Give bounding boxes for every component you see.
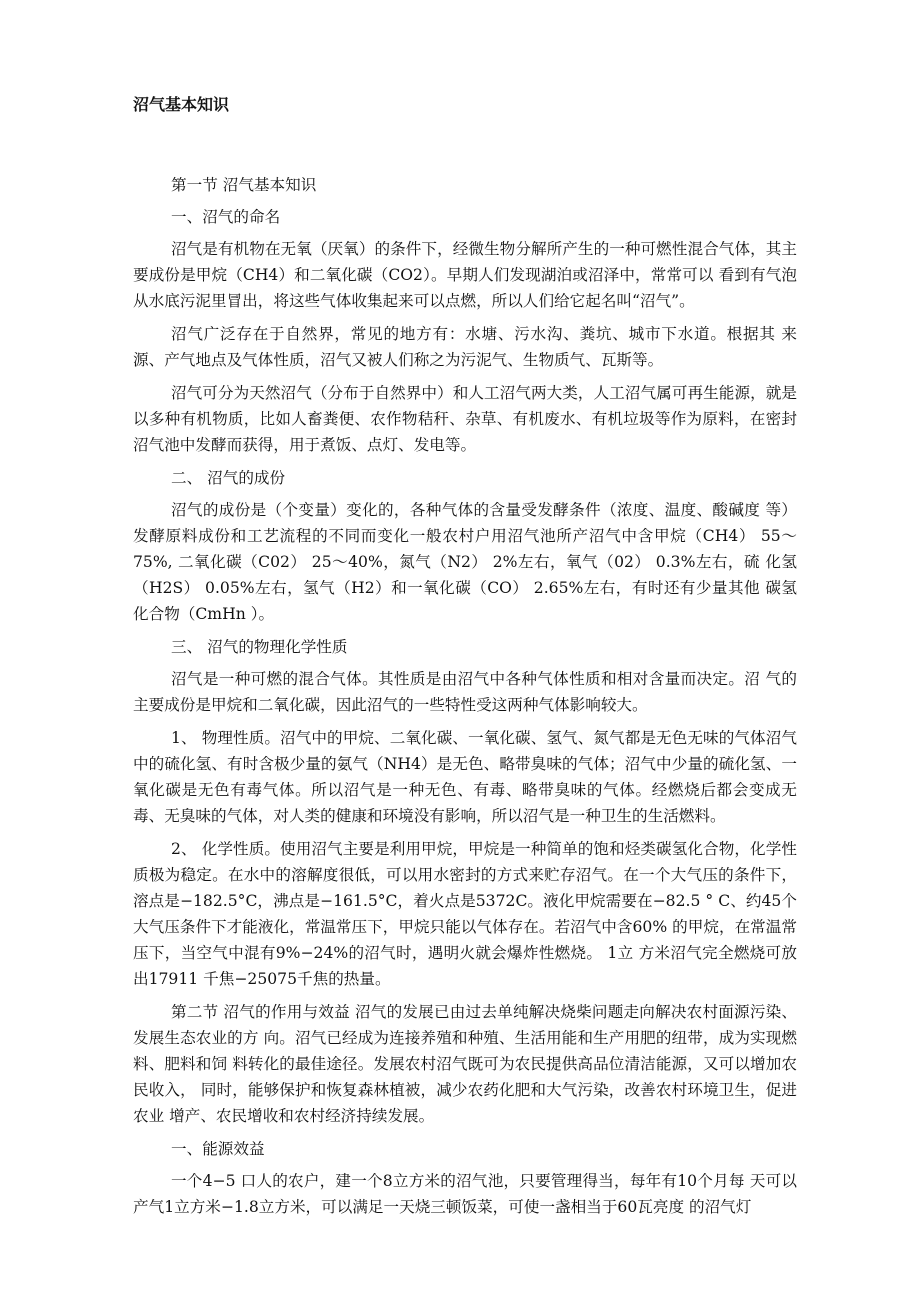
subsection-properties-heading: 三、 沼气的物理化学性质 bbox=[171, 638, 348, 656]
paragraph: 沼气的成份是（个变量）变化的，各种气体的含量受发酵条件（浓度、温度、酸碱度 等）发酵原料成份和工艺流程的不同而变化一般农村户用沼气池所产沼气中含甲烷（CH4） 55～75%, 二氧化碳（C02） 25～40%，氮气（N2） 2%左右，氧气（02） 0.3%左右，硫 化氢（H2S） 0.05%左右，氢气（H2）和一氧化碳（CO） 2.65%左右，有时还有少量其他 碳氢化合物（CmHn ）。 bbox=[133, 501, 797, 623]
paragraph: 沼气是一种可燃的混合气体。其性质是由沼气中各种气体性质和相对含量而决定。沼 气的主要成份是甲烷和二氧化碳，因此沼气的一些特性受这两种气体影响较大。 bbox=[133, 670, 797, 714]
subsection-composition-heading: 二、 沼气的成份 bbox=[171, 469, 286, 487]
section-1-heading: 第一节 沼气基本知识 bbox=[171, 176, 317, 194]
paragraph: 沼气广泛存在于自然界，常见的地方有：水塘、污水沟、粪坑、城市下水道。根据其 来源、产气地点及气体性质，沼气又被人们称之为污泥气、生物质气、瓦斯等。 bbox=[133, 325, 797, 369]
document-title: 沼气基本知识 bbox=[133, 95, 230, 114]
paragraph: 1、 物理性质。沼气中的甲烷、二氧化碳、一氧化碳、氢气、氮气都是无色无味的气体沼气中的硫化氢、有时含极少量的氨气（NH4）是无色、略带臭味的气体；沼气中少量的硫化氢、一氧化碳是无色有毒气体。所以沼气是一种无色、有毒、略带臭味的气体。经燃烧后都会变成无毒、无臭味的气体，对人类的健康和环境没有影响，所以沼气是一种卫生的生活燃料。 bbox=[133, 729, 797, 825]
subsection-energy-heading: 一、能源效益 bbox=[171, 1140, 265, 1158]
paragraph: 2、 化学性质。使用沼气主要是利用甲烷，甲烷是一种简单的饱和烃类碳氢化合物，化学性质极为稳定。在水中的溶解度很低，可以用水密封的方式来贮存沼气。在一个大气压的条件下，溶点是−182.5°C，沸点是−161.5°C，着火点是5372C。液化甲烷需要在−82.5 ° C、约45个大气压条件下才能液化，常温常压下，甲烷只能以气体存在。若沼气中含60% 的甲烷，在常温常压下，当空气中混有9%−24%的沼气时，遇明火就会爆炸性燃烧。 1立 方米沼气完全燃烧可放出17911 千焦−25075千焦的热量。 bbox=[133, 840, 797, 988]
paragraph: 沼气是有机物在无氧（厌氧）的条件下，经微生物分解所产生的一种可燃性混合气体，其主要成份是甲烷（CH4）和二氧化碳（CO2）。早期人们发现湖泊或沼泽中，常常可以 看到有气泡从水底污泥里冒出，将这些气体收集起来可以点燃，所以人们给它起名叫“沼气”。 bbox=[133, 240, 797, 310]
section-2-paragraph: 第二节 沼气的作用与效益 沼气的发展已由过去单纯解决烧柴问题走向解决农村面源污染、发展生态农业的方 向。沼气已经成为连接养殖和种殖、生活用能和生产用肥的纽带，成为实现燃料、肥料和饲 料转化的最佳途径。发展农村沼气既可为农民提供高品位清洁能源，又可以增加农民收入， 同时，能够保护和恢复森林植被，减少农药化肥和大气污染，改善农村环境卫生，促进农业 增产、农民增收和农村经济持续发展。 bbox=[133, 1003, 797, 1125]
paragraph: 一个4−5 口人的农户，建一个8立方米的沼气池，只要管理得当，每年有10个月每 天可以产气1立方米−1.8立方米，可以满足一天烧三顿饭菜，可使一盏相当于60瓦亮度 的沼气灯 bbox=[133, 1172, 797, 1216]
document-body bbox=[133, 172, 797, 1227]
paragraph: 沼气可分为天然沼气（分布于自然界中）和人工沼气两大类，人工沼气属可再生能源，就是以多种有机物质，比如人畜粪便、农作物秸秆、杂草、有机废水、有机垃圾等作为原料，在密封沼气池中发酵而获得，用于煮饭、点灯、发电等。 bbox=[133, 384, 797, 454]
subsection-naming-heading: 一、沼气的命名 bbox=[171, 208, 281, 226]
